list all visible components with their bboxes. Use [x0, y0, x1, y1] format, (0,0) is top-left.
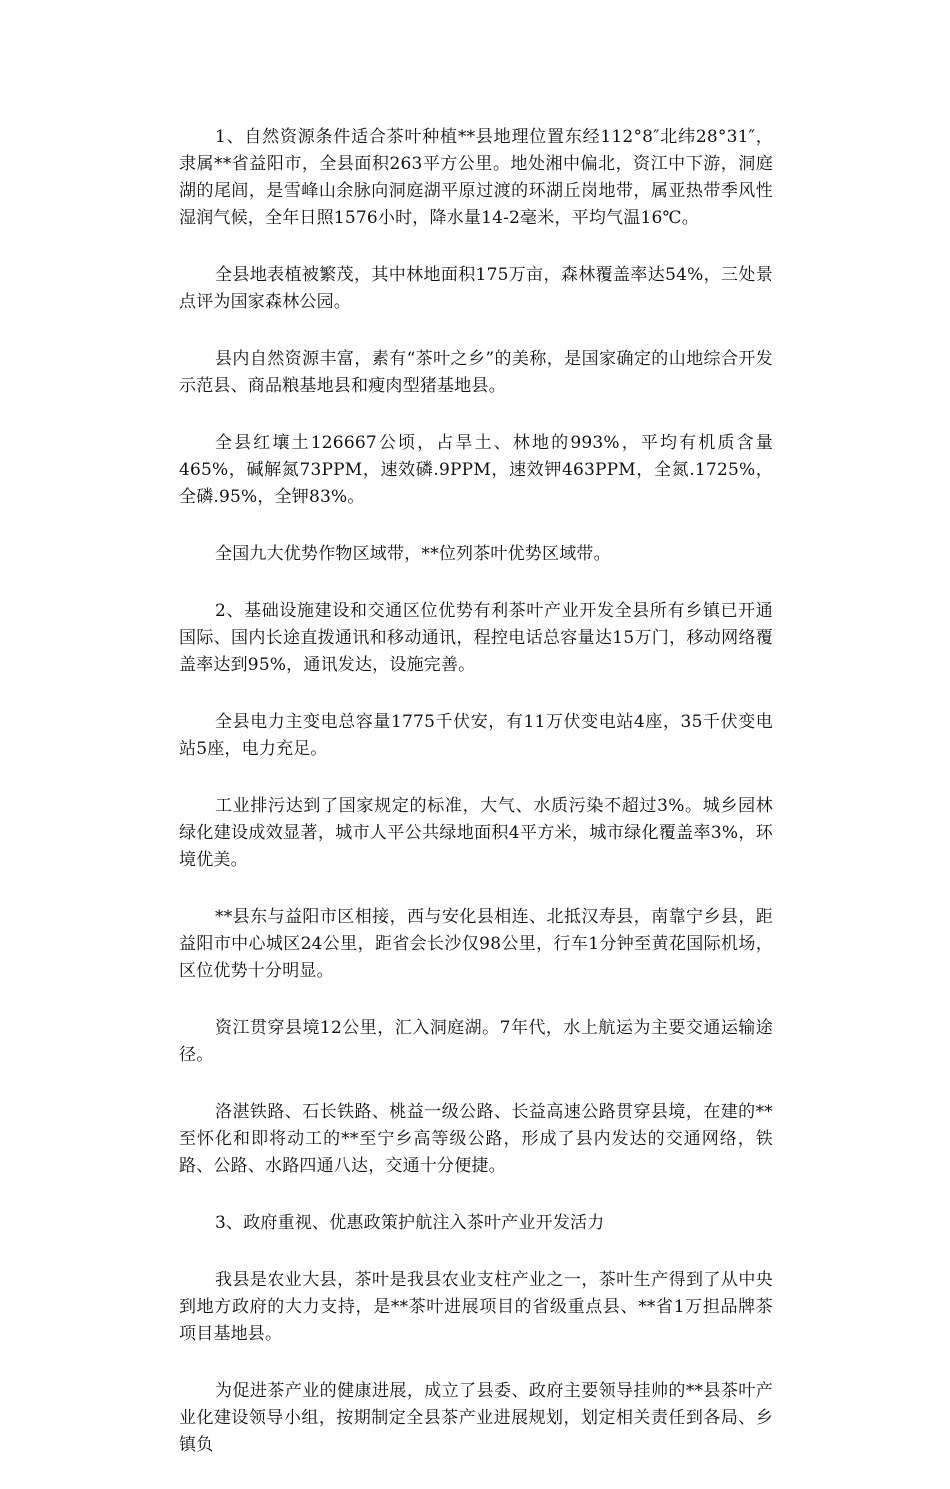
paragraph-leadership: 为促进茶产业的健康进展，成立了县委、政府主要领导挂帅的**县茶叶产业化建设领导小组，按期制定全县茶产业进展规划，划定相关责任到各局、乡镇负: [179, 1381, 773, 1455]
paragraph-electricity: 全县电力主变电总容量1775千伏安，有11万伏变电站4座，35千伏变电站5座，电力充足。: [179, 712, 773, 759]
paragraph-soil: 全县红壤土126667公顷，占旱土、林地的993%，平均有机质含量465%，碱解氮73PPM，速效磷.9PPM，速效钾463PPM，全氮.1725%，全磷.95%，全钾83%。: [179, 433, 773, 507]
paragraph-advantage-zone: 全国九大优势作物区域带，**位列茶叶优势区域带。: [215, 544, 611, 564]
paragraph-resource-richness: 县内自然资源丰富，素有“茶叶之乡”的美称，是国家确定的山地综合开发示范县、商品粮基地县和瘦肉型猪基地县。: [179, 349, 773, 396]
paragraph-river: 资江贯穿县境12公里，汇入洞庭湖。7年代，水上航运为主要交通运输途径。: [179, 1018, 773, 1065]
paragraph-infrastructure: 2、基础设施建设和交通区位优势有利茶叶产业开发全县所有乡镇已开通国际、国内长途直拨通讯和移动通讯，程控电话总容量达15万门，移动网络覆盖率达到95%，通讯发达，设施完善。: [179, 601, 773, 675]
paragraph-environment: 工业排污达到了国家规定的标准，大气、水质污染不超过3%。城乡园林绿化建设成效显著，城市人平公共绿地面积4平方米，城市绿化覆盖率3%，环境优美。: [179, 796, 773, 870]
paragraph-vegetation: 全县地表植被繁茂，其中林地面积175万亩，森林覆盖率达54%，三处景点评为国家森林公园。: [179, 265, 773, 312]
paragraph-natural-resources: 1、自然资源条件适合茶叶种植**县地理位置东经112°8″北纬28°31″，隶属**省益阳市，全县面积263平方公里。地处湘中偏北，资江中下游，洞庭湖的尾闾，是雪峰山余脉向洞庭湖平原过渡的环湖丘岗地带，属亚热带季风性湿润气候，全年日照1576小时，降水量14-2毫米，平均气温16℃。: [179, 127, 773, 228]
section-heading-government: 3、政府重视、优惠政策护航注入茶叶产业开发活力: [215, 1213, 605, 1233]
paragraph-transport: 洛湛铁路、石长铁路、桃益一级公路、长益高速公路贯穿县境，在建的**至怀化和即将动工的**至宁乡高等级公路，形成了县内发达的交通网络，铁路、公路、水路四通八达，交通十分便捷。: [179, 1102, 773, 1176]
paragraph-location: **县东与益阳市区相接，西与安化县相连、北抵汉寿县，南靠宁乡县，距益阳市中心城区24公里，距省会长沙仅98公里，行车1分钟至黄花国际机场，区位优势十分明显。: [179, 907, 773, 981]
paragraph-agriculture: 我县是农业大县，茶叶是我县农业支柱产业之一，茶叶生产得到了从中央到地方政府的大力支持，是**茶叶进展项目的省级重点县、**省1万担品牌茶项目基地县。: [179, 1270, 773, 1344]
document-body: [179, 124, 773, 1489]
